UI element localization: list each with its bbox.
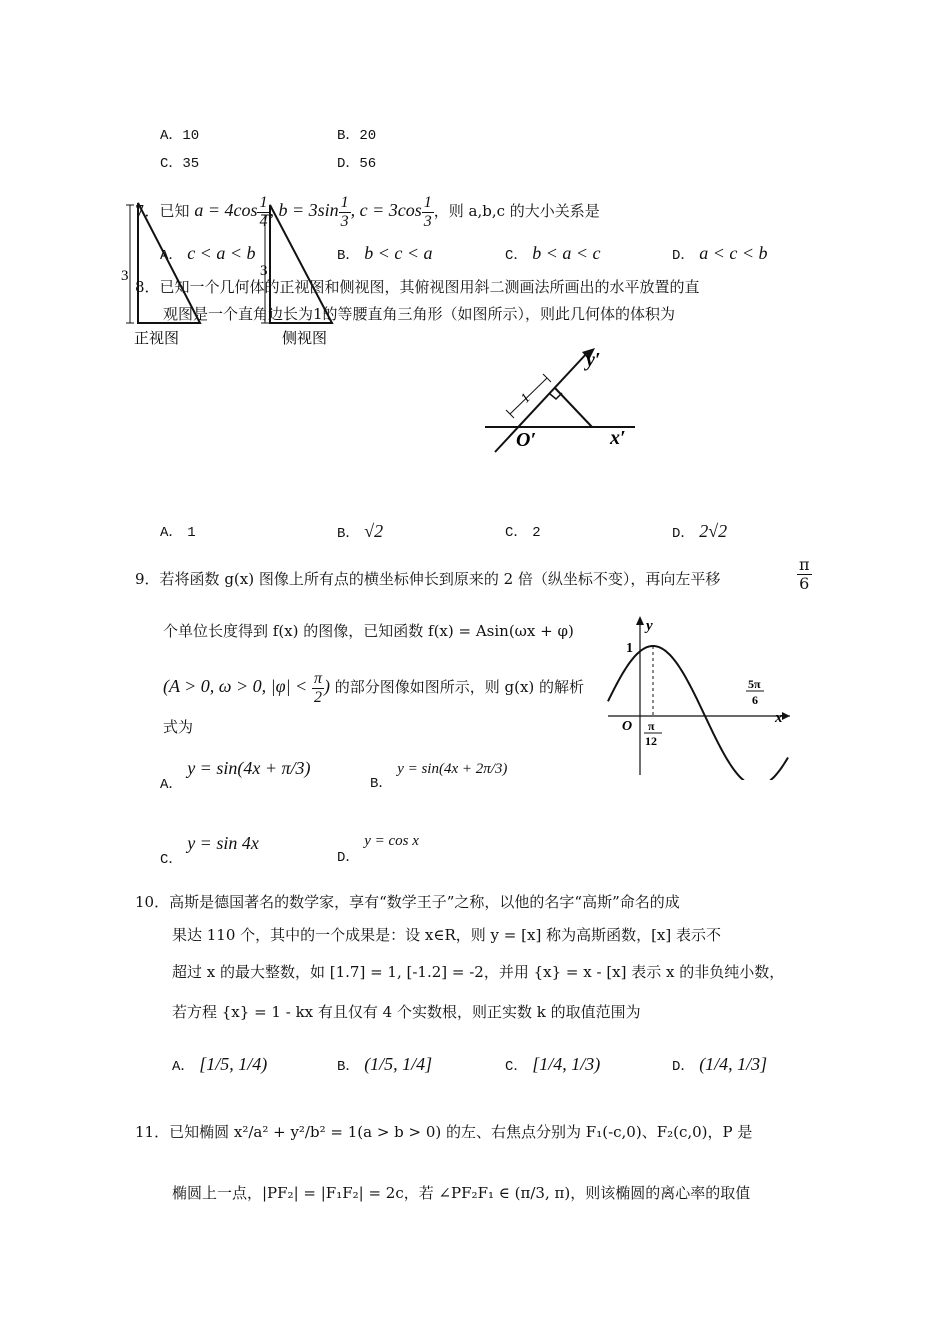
q9-line3: (A > 0, ω > 0, |φ| < $\frac{\pi}{2}$ ) 的部分图像如图所示，则 g(x) 的解析	[163, 670, 585, 706]
q9-option-d: D． y = cos x	[337, 833, 419, 866]
q6-option-b: B．20	[337, 128, 377, 144]
side-view-figure	[260, 205, 332, 347]
q10-option-a: A． [1/5, 1/4)	[172, 1054, 268, 1075]
q9-line4: 式为	[163, 718, 194, 736]
tick1-den: 12	[645, 734, 657, 748]
q10-line3: 超过 x 的最大整数，如 [1.7] = 1, [-1.2] = -2，并用 {x} = x - [x] 表示 x 的非负纯小数，	[172, 963, 785, 981]
q8-three-views	[110, 185, 340, 350]
q9-sine-graph	[600, 610, 800, 780]
q8-option-b: B． √2	[337, 521, 384, 542]
q11-line1: 11．已知椭圆 x²/a² + y²/b² = 1(a > b > 0) 的左、右焦点分别为 F₁(-c,0)、F₂(c,0)，P 是	[135, 1123, 753, 1141]
q6-option-d: D．56	[337, 156, 377, 172]
front-height-label: 3	[121, 268, 129, 284]
sine-curve	[608, 646, 788, 780]
tick1-num: π	[648, 719, 655, 733]
front-view-figure	[121, 203, 200, 347]
y-axis-label: y′	[586, 349, 601, 371]
q10-line2: 果达 110 个，其中的一个成果是：设 x∈R，则 y = [x] 称为高斯函数，[x] 表示不	[172, 926, 722, 944]
q9-shift-fraction: $\frac{\pi}{6}$	[799, 555, 810, 593]
q7-option-b: B． b < c < a	[337, 243, 433, 264]
q8-option-a: A． 1	[160, 525, 196, 541]
q9-option-b: B． y = sin(4x + 2π/3)	[370, 761, 508, 792]
q8-option-d: D． 2√2	[672, 521, 728, 542]
q11-line2: 椭圆上一点，|PF₂| = |F₁F₂| = 2c，若 ∠PF₂F₁ ∈ (π/3, π)，则该椭圆的离心率的取值	[172, 1184, 751, 1202]
graph-origin-label: O	[622, 719, 633, 734]
side-view-label: 侧视图	[282, 331, 328, 347]
q8-option-c: C． 2	[505, 525, 541, 541]
edge-label: 1	[518, 390, 534, 407]
x-axis-label: x′	[610, 427, 626, 449]
q8-line2: 观图是一个直角边长为1的等腰直角三角形（如图所示），则此几何体的体积为	[163, 305, 676, 323]
front-view-label: 正视图	[134, 331, 180, 347]
q7-option-d: D． a < c < b	[672, 243, 768, 264]
y-axis	[495, 352, 588, 452]
tick2-den: 6	[752, 693, 758, 707]
tick2-num: 5π	[748, 677, 761, 691]
q10-line1: 10．高斯是德国著名的数学家，享有“数学王子”之称，以他的名字“高斯”命名的成	[135, 893, 680, 911]
q6-option-a: A．10	[160, 128, 200, 144]
q9-line2: 个单位长度得到 f(x) 的图像，已知函数 f(x) = Asin(ωx + φ)	[163, 622, 574, 640]
q10-option-d: D． (1/4, 1/3]	[672, 1054, 768, 1075]
graph-x-label: x	[775, 710, 783, 726]
q9-option-a: A． y = sin(4x + π/3)	[160, 758, 311, 793]
q8-line1: 8．已知一个几何体的正视图和侧视图，其俯视图用斜二测画法所画出的水平放置的直	[135, 278, 700, 296]
q9-option-c: C． y = sin 4x	[160, 833, 259, 868]
graph-one-label: 1	[626, 641, 633, 656]
q10-option-c: C． [1/4, 1/3)	[505, 1054, 601, 1075]
q6-option-c: C．35	[160, 156, 200, 172]
q10-line4: 若方程 {x} = 1 - kx 有且仅有 4 个实数根，则正实数 k 的取值范围为	[172, 1003, 641, 1021]
side-height-label: 3	[260, 263, 268, 279]
q7-stem: 7．已知 a = 4cos $\frac{1}{4}$ , b = 3sin $\frac{1}{3}$ , c = 3cos $\frac{1}{3}$ ，则 a,b,c 的大小关系是	[135, 194, 600, 230]
q9-line1: 9．若将函数 g(x) 图像上所有点的横坐标伸长到原来的 2 倍（纵坐标不变），再向左平移	[135, 570, 721, 588]
q10-option-b: B． (1/5, 1/4]	[337, 1054, 433, 1075]
q7-option-c: C． b < a < c	[505, 243, 601, 264]
q8-oblique-diagram	[470, 340, 650, 465]
origin-label: O′	[516, 429, 537, 451]
q7-option-a: A． c < a < b	[160, 243, 256, 264]
graph-y-label: y	[646, 618, 653, 634]
